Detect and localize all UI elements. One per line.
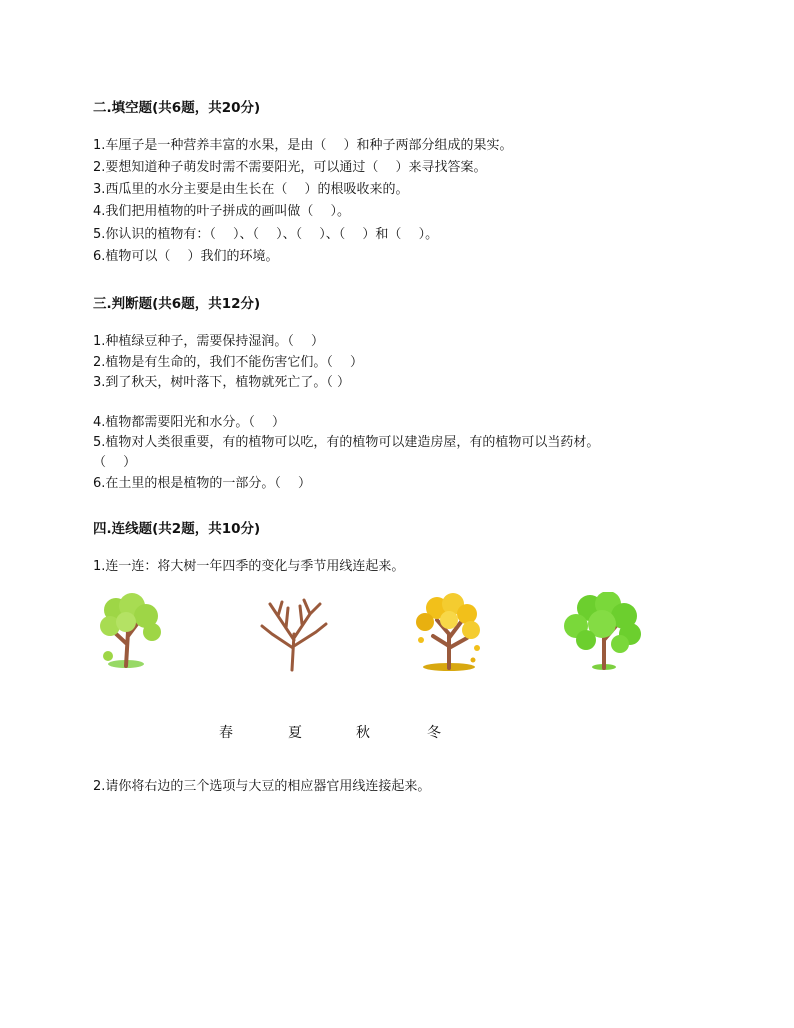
yellow-tree-image	[411, 592, 487, 672]
light-green-tree-image	[96, 592, 172, 670]
question-line: 1.车厘子是一种营养丰富的水果，是由（ ）和种子两部分组成的果实。	[93, 138, 513, 153]
question-line: 2.要想知道种子萌发时需不需要阳光，可以通过（ ）来寻找答案。	[93, 160, 487, 175]
question-line: 5.你认识的植物有：（ ）、（ ）、（ ）、（ ）和（ ）。	[93, 227, 439, 242]
season-label: 冬	[427, 725, 441, 741]
question-line: 2.植物是有生命的，我们不能伤害它们。（ ）	[93, 355, 364, 370]
question-line: 3.西瓜里的水分主要是由生长在（ ）的根吸收来的。	[93, 182, 409, 197]
question-line: 1.种植绿豆种子，需要保持湿润。（ ）	[93, 334, 325, 349]
question-line: 2.请你将右边的三个选项与大豆的相应器官用线连接起来。	[93, 779, 431, 794]
season-label: 春	[219, 725, 233, 741]
bare-tree-image	[256, 594, 332, 672]
question-line: 6.植物可以（ ）我们的环境。	[93, 249, 279, 264]
section-heading-true-false: 三.判断题(共6题，共12分)	[93, 296, 261, 312]
section-heading-fill-blank: 二.填空题(共6题，共20分)	[93, 100, 261, 116]
question-line: （ ）	[93, 455, 137, 470]
green-tree-image	[562, 592, 644, 672]
question-line: 4.我们把用植物的叶子拼成的画叫做（ ）。	[93, 204, 351, 219]
question-line: 1.连一连：将大树一年四季的变化与季节用线连起来。	[93, 559, 405, 574]
question-line: 6.在土里的根是植物的一部分。（ ）	[93, 476, 312, 491]
question-line: 4.植物都需要阳光和水分。（ ）	[93, 415, 286, 430]
question-line: 5.植物对人类很重要，有的植物可以吃，有的植物可以建造房屋，有的植物可以当药材。	[93, 435, 600, 450]
season-label: 秋	[356, 725, 370, 741]
question-line: 3.到了秋天，树叶落下，植物就死亡了。（ ）	[93, 375, 351, 390]
season-label: 夏	[288, 725, 302, 741]
section-heading-matching: 四.连线题(共2题，共10分)	[93, 521, 261, 537]
